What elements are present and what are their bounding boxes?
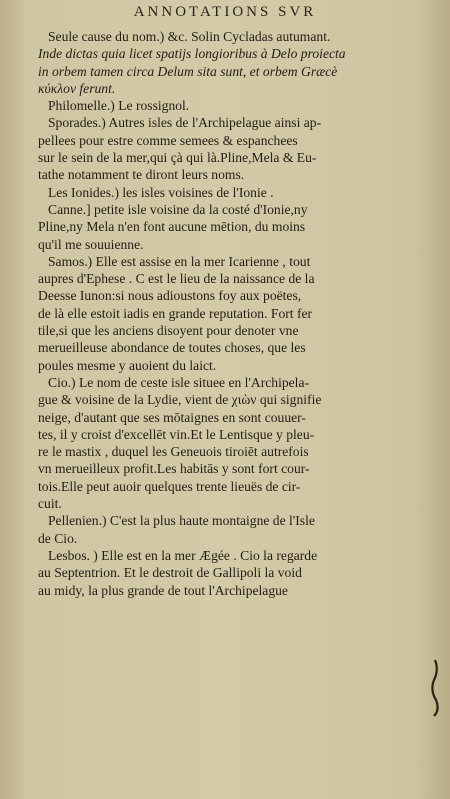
text-line: cuit.: [38, 496, 62, 512]
text-line: de Cio.: [38, 530, 78, 546]
text-line: qu'il me souuienne.: [38, 236, 144, 252]
text-line: au Septentrion. Et le destroit de Gallipoli la void: [38, 565, 302, 581]
text-line: Canne.] petite isle voisine da la costé d'Ionie,ny: [48, 201, 308, 217]
text-line: Inde dictas quia licet spatijs longioribus à Delo proiecta: [38, 46, 346, 62]
text-line: Samos.) Elle est assise en la mer Icarienne , tout: [48, 253, 311, 269]
text-line: Seule cause du nom.) &c. Solin Cycladas autumant.: [48, 29, 331, 44]
text-line: Cio.) Le nom de ceste isle situee en l'Archipela-: [48, 374, 310, 390]
margin-stain-icon: [428, 658, 442, 718]
text-line: in orbem tamen circa Delum sita sunt, et orbem Græcè: [38, 63, 338, 79]
text-line: re le mastix , duquel les Geneuois tiroiēt autrefois: [38, 444, 309, 460]
text-line: Sporades.) Autres isles de l'Archipelague ainsi ap-: [48, 115, 322, 131]
text-line: tes, il y croist d'excellēt vin.Et le Lentisque y pleu-: [38, 426, 315, 442]
text-line: merueilleuse abondance de toutes choses, que les: [38, 340, 306, 356]
text-line: poules mesme y auoient du laict.: [38, 357, 217, 373]
text-line: Philomelle.) Le rossignol.: [48, 98, 190, 114]
text-line: neige, d'autant que ses mōtaignes en sont couuer-: [38, 409, 306, 425]
text-line: tile,si que les anciens disoyent pour denoter vne: [38, 323, 299, 339]
text-line: pellees pour estre comme semees & espanchees: [38, 132, 298, 148]
running-head: ANNOTATIONS SVR: [133, 4, 317, 20]
text-line: Pline,ny Mela n'en font aucune mētion, du moins: [38, 219, 306, 235]
text-line: κύκλον ferunt.: [38, 80, 116, 96]
text-line: de là elle estoit iadis en grande reputation. Fort fer: [38, 305, 313, 321]
text-line: tathe notamment te diront leurs noms.: [38, 167, 245, 183]
text-line: Lesbos. ) Elle est en la mer Ægée . Cio la regarde: [48, 547, 318, 563]
text-line: gue & voisine de la Lydie, vient de χιὼν qui signifie: [38, 392, 322, 408]
text-line: au midy, la plus grande de tout l'Archipelague: [38, 582, 288, 598]
text-line: Deesse Iunon:si nous adioustons foy aux poëtes,: [38, 288, 302, 304]
text-line: tois.Elle peut auoir quelques trente lieuës de cir-: [38, 478, 301, 494]
text-line: sur le sein de la mer,qui çà qui là.Pline,Mela & Eu-: [38, 150, 317, 166]
text-line: Les Ionides.) les isles voisines de l'Ionie .: [48, 184, 274, 200]
annotation-text-block: [38, 28, 424, 599]
text-line: aupres d'Ephese . C est le lieu de la naissance de la: [38, 271, 315, 287]
text-line: Pellenien.) C'est la plus haute montaigne de l'Isle: [48, 513, 315, 529]
text-line: vn merueilleux profit.Les habitās y sont fort cour-: [38, 461, 310, 477]
